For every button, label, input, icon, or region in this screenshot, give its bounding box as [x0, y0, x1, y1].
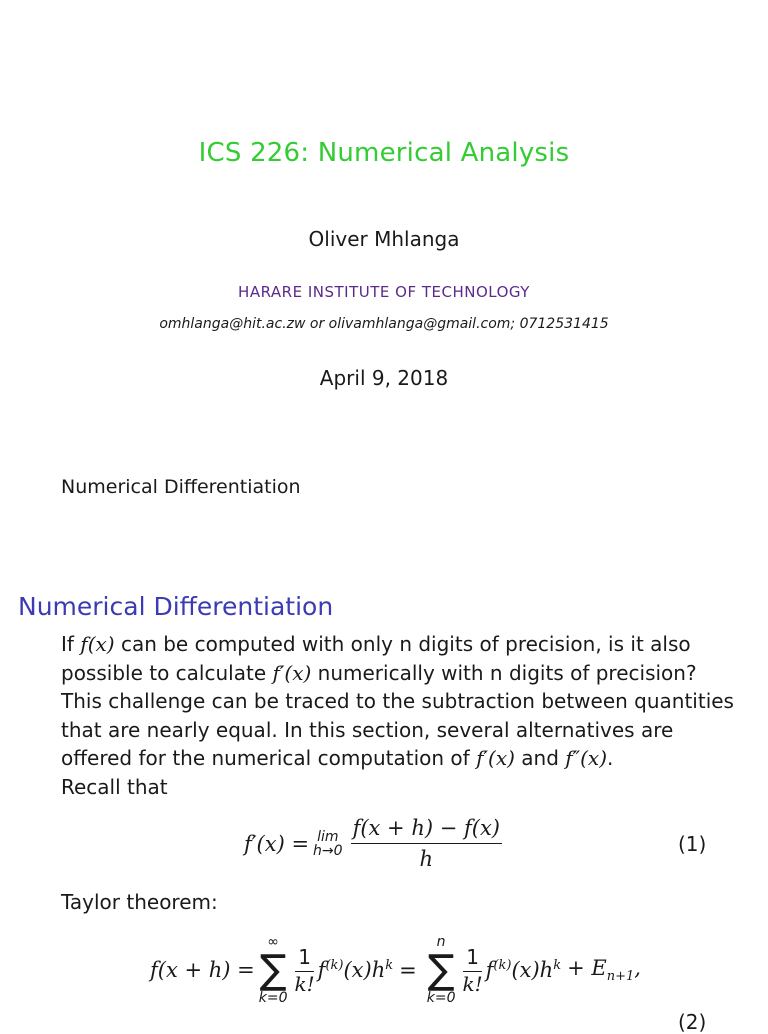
factorial-fraction: $\frac{1}{k!}$ — [462, 944, 483, 996]
equation-derivative-definition — [244, 816, 506, 871]
eq1-lhs: f′(x) = — [244, 831, 310, 856]
paragraph-line: This challenge can be traced to the subtraction between quantities — [61, 689, 734, 714]
taylor-term: $f^{(k)}(x)h^k$ — [485, 958, 562, 982]
equation-number-1: (1) — [678, 832, 707, 856]
author-name: Oliver Mhlanga — [308, 227, 460, 251]
frame-title: Numerical Differentiation — [18, 592, 334, 621]
taylor-label: Taylor theorem: — [61, 890, 218, 914]
paragraph-line: offered for the numerical computation of f′(x) and f″(x). — [61, 746, 614, 771]
difference-quotient: $\frac{f(x + h) - f(x)}{h}$ — [352, 816, 500, 871]
paragraph-line: If f(x) can be computed with only n digits of precision, is it also — [61, 632, 691, 656]
paragraph-line: that are nearly equal. In this section, several alternatives are — [61, 717, 674, 742]
factorial-fraction: $\frac{1}{k!}$ — [294, 944, 315, 996]
toc-item: Numerical Differentiation — [61, 476, 301, 498]
infinite-sum: ∞ ∑ k=0 — [258, 934, 288, 1006]
presentation-date: April 9, 2018 — [319, 366, 449, 390]
equals-sign: = — [399, 958, 417, 982]
taylor-term: $f^{(k)}(x)h^k$ — [317, 958, 394, 982]
recall-line: Recall that — [61, 774, 168, 799]
finite-sum: n ∑ k=0 — [426, 934, 456, 1006]
equation-number-2: (2) — [678, 1010, 707, 1034]
slide-title: ICS 226: Numerical Analysis — [198, 138, 570, 168]
paragraph-line: possible to calculate f′(x) numerically with n digits of precision? — [61, 660, 697, 685]
limit-operator: lim h→0 — [313, 828, 343, 859]
equation-taylor-series — [150, 935, 641, 1005]
institution: HARARE INSTITUTE OF TECHNOLOGY — [238, 283, 530, 301]
intro-paragraph — [61, 630, 741, 802]
contact-info: omhlanga@hit.ac.zw or olivamhlanga@gmail.com; 0712531415 — [159, 316, 609, 332]
remainder-term: + $E_{n+1}$, — [567, 955, 641, 985]
eq2-lhs: f(x + h) = — [150, 958, 255, 982]
